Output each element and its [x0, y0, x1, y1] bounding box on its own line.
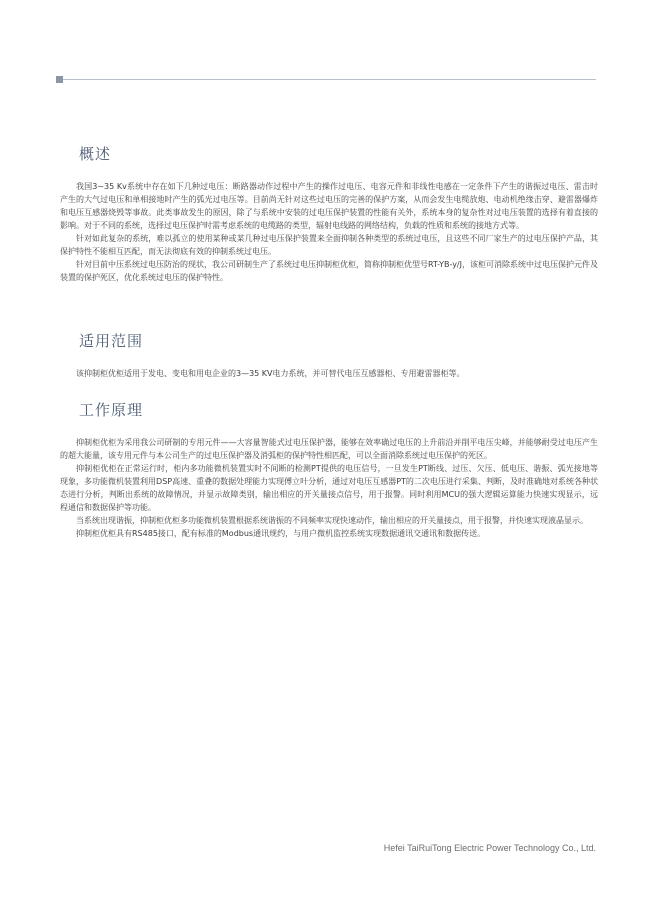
principle-paragraph-3: 当系统出现谐振，抑制柜优柜多功能微机装置根据系统谐振的不同频率实现快速动作，输出相应的开关量接点，用于报警，并快速实现液晶显示。	[76, 516, 588, 525]
footer-company-name: Hefei TaiRuiTong Electric Power Technology Co., Ltd.	[383, 843, 596, 853]
overview-paragraph-1: 我国3~35 Kv系统中存在如下几种过电压：断路器动作过程中产生的操作过电压、电容元件和非线性电感在一定条件下产生的谐振过电压、雷击时产生的大气过电压和单相接地时产生的弧光过电压等。目前尚无针对这些过电压的完善的保护方案，从而会发生电缆放炮、电动机绝缘击穿、避雷器爆炸和电压互感器烧毁等事故。此类事故发生的原因，除了与系统中安装的过电压保护装置的性能有关外，系统本身的复杂性对过电压装置的选择有着直接的影响。对于不同的系统，选择过电压保护时需考虑系统的电缆路的类型，辐射电线路的网络结构，负载的性质和系统的接地方式等。	[60, 182, 598, 230]
section-scope	[60, 330, 598, 380]
scope-paragraph-1: 该抑制柜优柜适用于发电、变电和用电企业的3—35 KV电力系统，并可替代电压互感器柜、专用避雷器柜等。	[76, 369, 465, 378]
header-marker	[56, 76, 63, 83]
principle-paragraph-1: 抑制柜优柜为采用我公司研制的专用元件——大容量智能式过电压保护器，能够在效率确过电压的上升前沿并削平电压尖峰，并能够耐受过电压产生的超大能量，该专用元件与本公司生产的过电压保护器及消弧柜的保护特性相匹配，可以全面消除系统过电压保护的死区。	[60, 438, 598, 460]
principle-paragraph-2: 抑制柜优柜在正常运行时，柜内多功能微机装置实时不间断的检测PT提供的电压信号，一旦发生PT断线、过压、欠压、低电压、谐振、弧光接地等现象，多功能微机装置利用DSP高速、重叠的数据处理能力实现傅立叶分析，通过对电压互感器PT的二次电压进行采集、判断，及时准确地对系统各种状态进行分析，判断出系统的故障情况，并显示故障类别，输出相应的开关量接点信号，用于报警。同时利用MCU的强大逻辑运算能力快速实现显示，远程通信和数据保护等功能。	[60, 464, 598, 512]
section-title-principle: 工作原理	[79, 401, 144, 419]
section-principle	[60, 399, 598, 540]
section-overview	[60, 143, 598, 284]
section-title-overview: 概述	[79, 145, 112, 163]
header-rule	[56, 79, 596, 80]
overview-paragraph-2: 针对如此复杂的系统，难以孤立的使用某种或某几种过电压保护装置来全面抑制各种类型的系统过电压，且这些不同厂家生产的过电压保护产品，其保护特性不能相互匹配，而无法彻底有效的抑制系统过电压。	[60, 234, 598, 256]
principle-paragraph-4: 抑制柜优柜具有RS485接口，配有标准的Modbus通讯规约，与用户微机监控系统实现数据通讯交通讯和数据传送。	[76, 529, 486, 538]
section-title-scope: 适用范围	[79, 332, 144, 350]
overview-paragraph-3: 针对目前中压系统过电压防治的现状，我公司研制生产了系统过电压抑制柜优柜，简称抑制柜优型号RT-YB-y/J，该柜可消除系统中过电压保护元件及装置的保护死区，优化系统过电压的保护特性。	[60, 260, 598, 282]
